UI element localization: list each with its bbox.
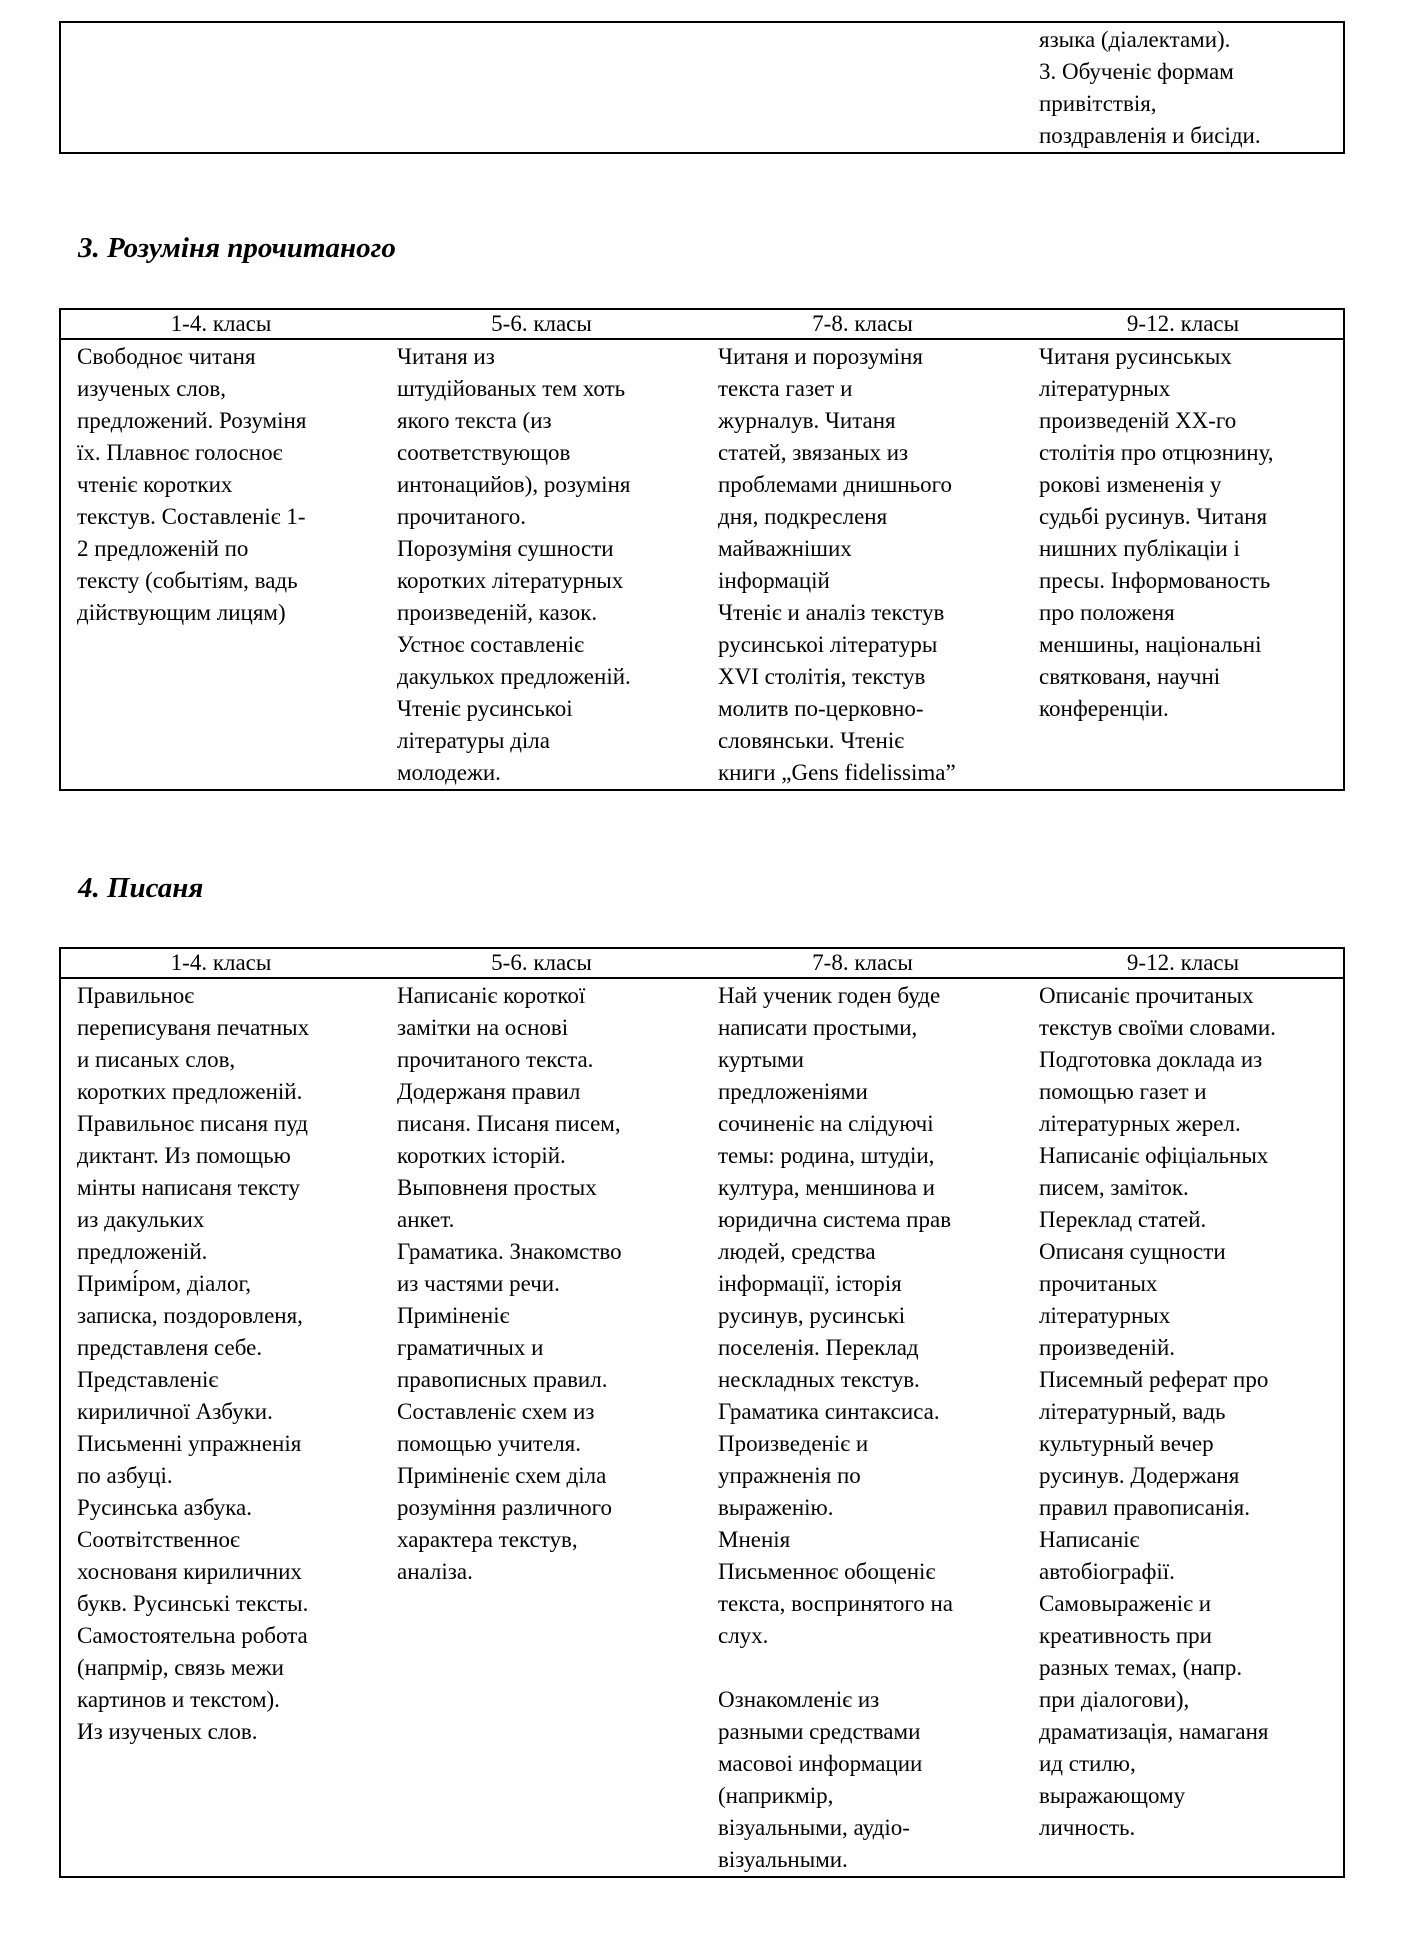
text-line: людей, средства: [718, 1239, 876, 1264]
text-line: автобіографії.: [1039, 1559, 1175, 1584]
column-header: 9-12. класы: [1023, 948, 1344, 978]
text-line: помощью газет и: [1039, 1079, 1207, 1104]
column-header: 1-4. класы: [60, 309, 381, 339]
table-cell: [60, 22, 381, 153]
text-line: Правильноє писаня пуд: [77, 1111, 308, 1136]
text-line: XVI столітія, текстув: [718, 664, 926, 689]
text-line: якого текста (из: [397, 408, 552, 433]
text-line: прочитаных: [1039, 1271, 1158, 1296]
text-line: Граматика. Знакомство: [397, 1239, 622, 1264]
cell-text: [1039, 24, 1327, 152]
text-line: книги „Gens fidelissima”: [718, 760, 956, 785]
cell-text: [718, 341, 1007, 789]
text-line: Описаня сущности: [1039, 1239, 1226, 1264]
text-line: креативность при: [1039, 1623, 1212, 1648]
text-line: из дакульких: [77, 1207, 205, 1232]
column-header: 7-8. класы: [702, 948, 1023, 978]
cell-text: [397, 341, 686, 789]
table-cell: [1023, 339, 1344, 790]
text-line: по азбуці.: [77, 1463, 173, 1488]
text-line: візуальными, аудіо-: [718, 1815, 910, 1840]
table-cell: [381, 22, 702, 153]
cell-text: [77, 980, 365, 1748]
column-header: 5-6. класы: [381, 309, 702, 339]
table-cell: [1023, 22, 1344, 153]
cell-text: [77, 341, 365, 629]
text-line: Най ученик годен буде: [718, 983, 941, 1008]
text-line: интонацийов), розуміня: [397, 472, 631, 497]
text-line: прочитаного.: [397, 504, 527, 529]
text-line: изученых слов,: [77, 376, 226, 401]
text-line: хоснованя кириличних: [77, 1559, 302, 1584]
text-line: літературный, вадь: [1039, 1399, 1226, 1424]
text-line: личность.: [1039, 1815, 1136, 1840]
text-line: проблемами днишнього: [718, 472, 953, 497]
text-line: картинов и текстом).: [77, 1687, 280, 1712]
reading-comprehension-table: [59, 308, 1345, 791]
text-line: літературы діла: [397, 728, 550, 753]
section-heading: 4. Писаня: [78, 872, 204, 904]
text-line: Описаніє прочитаных: [1039, 983, 1254, 1008]
text-line: коротких літературных: [397, 568, 624, 593]
text-line: (напрмір, связь межи: [77, 1655, 284, 1680]
text-line: куртыми: [718, 1047, 804, 1072]
text-line: русинув, русинські: [718, 1303, 906, 1328]
text-line: дня, подкресленя: [718, 504, 888, 529]
text-line: Произведеніє и: [718, 1431, 869, 1456]
table-cell: [381, 339, 702, 790]
text-line: Примі́ром, діалог,: [77, 1271, 252, 1296]
text-line: (наприкмір,: [718, 1783, 834, 1808]
text-line: Приміненіє: [397, 1303, 510, 1328]
text-line: предложеній.: [77, 1239, 208, 1264]
text-line: чтеніє коротких: [77, 472, 233, 497]
text-line: Устноє составленіє: [397, 632, 585, 657]
text-line: разными средствами: [718, 1719, 921, 1744]
cell-text: [718, 980, 1007, 1876]
text-line: Читаня из: [397, 344, 495, 369]
column-header: 7-8. класы: [702, 309, 1023, 339]
text-line: їх. Плавноє голосноє: [77, 440, 283, 465]
text-line: масовоі информации: [718, 1751, 923, 1776]
text-line: візуальными.: [718, 1847, 848, 1872]
section-heading: 3. Розуміня прочитаного: [78, 232, 396, 264]
text-line: предложеніями: [718, 1079, 868, 1104]
text-line: 3. Обученіє формам: [1039, 59, 1234, 84]
text-line: дакулькох предложеній.: [397, 664, 631, 689]
text-line: молитв по-церковно-: [718, 696, 924, 721]
text-line: текстув своїми словами.: [1039, 1015, 1276, 1040]
text-line: писем, заміток.: [1039, 1175, 1189, 1200]
text-line: представленя себе.: [77, 1335, 263, 1360]
table-cell: [60, 339, 381, 790]
text-line: юридична система прав: [718, 1207, 952, 1232]
text-line: Написаніє: [1039, 1527, 1140, 1552]
text-line: культурный вечер: [1039, 1431, 1214, 1456]
text-line: Подготовка доклада из: [1039, 1047, 1263, 1072]
text-line: слух.: [718, 1623, 769, 1648]
text-line: привітствія,: [1039, 91, 1157, 116]
text-line: Переклад статей.: [1039, 1207, 1207, 1232]
text-line: Соотвітственноє: [77, 1527, 240, 1552]
table-cell: [60, 978, 381, 1877]
text-line: Письменні упражненія: [77, 1431, 302, 1456]
text-line: русинув. Додержаня: [1039, 1463, 1240, 1488]
text-line: Выповненя простых: [397, 1175, 597, 1200]
text-line: переписуваня печатных: [77, 1015, 310, 1040]
text-line: разных темах, (напр.: [1039, 1655, 1243, 1680]
text-line: Правильноє: [77, 983, 195, 1008]
text-line: меншины, національні: [1039, 632, 1262, 657]
text-line: журналув. Читаня: [718, 408, 896, 433]
text-line: літературных: [1039, 1303, 1171, 1328]
text-line: Приміненіє схем діла: [397, 1463, 607, 1488]
text-line: упражненія по: [718, 1463, 861, 1488]
text-line: текста газет и: [718, 376, 853, 401]
text-line: інформації, історія: [718, 1271, 902, 1296]
text-line: Свободноє читаня: [77, 344, 256, 369]
text-line: диктант. Из помощью: [77, 1143, 291, 1168]
text-line: култура, меншинова и: [718, 1175, 935, 1200]
text-line: анкет.: [397, 1207, 455, 1232]
text-line: Читаня русинськых: [1039, 344, 1232, 369]
text-line: текстув. Составленіє 1-: [77, 504, 306, 529]
text-line: написати простыми,: [718, 1015, 918, 1040]
text-line: выражающому: [1039, 1783, 1186, 1808]
table-cell: [702, 978, 1023, 1877]
text-line: статей, звязаных из: [718, 440, 909, 465]
text-line: русинськоі літературы: [718, 632, 938, 657]
text-line: Написаніє офіціальных: [1039, 1143, 1269, 1168]
text-line: букв. Русинські тексты.: [77, 1591, 309, 1616]
text-line: выраженію.: [718, 1495, 834, 1520]
text-line: майважніших: [718, 536, 852, 561]
text-line: произведеній XX-го: [1039, 408, 1237, 433]
text-line: соответствующов: [397, 440, 571, 465]
cell-text: [1039, 980, 1327, 1844]
text-line: про положеня: [1039, 600, 1175, 625]
cell-text: [397, 980, 686, 1588]
text-line: Написаніє короткої: [397, 983, 586, 1008]
table-cell: [1023, 978, 1344, 1877]
text-line: прочитаного текста.: [397, 1047, 594, 1072]
text-line: языка (діалектами).: [1039, 27, 1231, 52]
text-line: Читаня и порозуміня: [718, 344, 923, 369]
text-line: коротких історій.: [397, 1143, 566, 1168]
text-line: словянськи. Чтеніє: [718, 728, 905, 753]
text-line: конференціи.: [1039, 696, 1169, 721]
text-line: Представленіє: [77, 1367, 219, 1392]
table-cell: [702, 22, 1023, 153]
text-line: правил правописанія.: [1039, 1495, 1250, 1520]
text-line: характера текстув,: [397, 1527, 578, 1552]
writing-table: [59, 947, 1345, 1878]
text-line: Додержаня правил: [397, 1079, 581, 1104]
text-line: інформацій: [718, 568, 830, 593]
text-line: коротких предложеній.: [77, 1079, 303, 1104]
text-line: из частями речи.: [397, 1271, 560, 1296]
text-line: поздравленія и бисіди.: [1039, 123, 1261, 148]
text-line: произведеній.: [1039, 1335, 1176, 1360]
text-line: [718, 1652, 1007, 1684]
text-line: дійствующим лицям): [77, 600, 286, 625]
column-header: 5-6. класы: [381, 948, 702, 978]
text-line: произведеній, казок.: [397, 600, 598, 625]
text-line: темы: родина, штудіи,: [718, 1143, 935, 1168]
table-cell: [702, 339, 1023, 790]
text-line: записка, поздоровленя,: [77, 1303, 303, 1328]
text-line: літературных: [1039, 376, 1171, 401]
cell-text: [1039, 341, 1327, 725]
table-cell: [381, 978, 702, 1877]
text-line: Из изученых слов.: [77, 1719, 258, 1744]
text-line: Ознакомленіє из: [718, 1687, 880, 1712]
text-line: писаня. Писаня писем,: [397, 1111, 621, 1136]
text-line: аналіза.: [397, 1559, 473, 1584]
text-line: Самостоятельна робота: [77, 1623, 308, 1648]
text-line: 2 предложеній по: [77, 536, 249, 561]
text-line: ид стилю,: [1039, 1751, 1136, 1776]
text-line: розуміння различного: [397, 1495, 613, 1520]
text-line: нишних публікаціи і: [1039, 536, 1240, 561]
text-line: текста, воспринятого на: [718, 1591, 953, 1616]
text-line: граматичных и: [397, 1335, 544, 1360]
text-line: святкованя, научні: [1039, 664, 1221, 689]
text-line: Писемный реферат про: [1039, 1367, 1269, 1392]
text-line: и писаных слов,: [77, 1047, 236, 1072]
text-line: нескладных текстув.: [718, 1367, 920, 1392]
text-line: Порозуміня сушности: [397, 536, 614, 561]
text-line: замітки на основі: [397, 1015, 569, 1040]
text-line: Чтеніє русинськоі: [397, 696, 573, 721]
text-line: кириличної Азбуки.: [77, 1399, 273, 1424]
text-line: Письменноє обощеніє: [718, 1559, 936, 1584]
text-line: молодежи.: [397, 760, 501, 785]
text-line: предложений. Розуміня: [77, 408, 307, 433]
continued-table: [59, 21, 1345, 154]
text-line: при діалогови),: [1039, 1687, 1190, 1712]
text-line: драматизація, намаганя: [1039, 1719, 1269, 1744]
text-line: Мненія: [718, 1527, 791, 1552]
text-line: сочиненіє на слідуючі: [718, 1111, 934, 1136]
column-header: 1-4. класы: [60, 948, 381, 978]
text-line: Граматика синтаксиса.: [718, 1399, 940, 1424]
text-line: правописных правил.: [397, 1367, 608, 1392]
text-line: Русинська азбука.: [77, 1495, 253, 1520]
text-line: пресы. Інформованость: [1039, 568, 1271, 593]
column-header: 9-12. класы: [1023, 309, 1344, 339]
text-line: мінты написаня тексту: [77, 1175, 300, 1200]
text-line: рокові измененія у: [1039, 472, 1222, 497]
text-line: поселенія. Переклад: [718, 1335, 919, 1360]
text-line: столітія про отцюзнину,: [1039, 440, 1274, 465]
text-line: тексту (событіям, вадь: [77, 568, 298, 593]
text-line: Чтеніє и аналіз текстув: [718, 600, 945, 625]
text-line: Самовыраженіє и: [1039, 1591, 1212, 1616]
text-line: літературных жерел.: [1039, 1111, 1241, 1136]
text-line: судьбі русинув. Читаня: [1039, 504, 1268, 529]
text-line: Составленіє схем из: [397, 1399, 595, 1424]
text-line: помощью учителя.: [397, 1431, 581, 1456]
text-line: штудійованых тем хоть: [397, 376, 626, 401]
